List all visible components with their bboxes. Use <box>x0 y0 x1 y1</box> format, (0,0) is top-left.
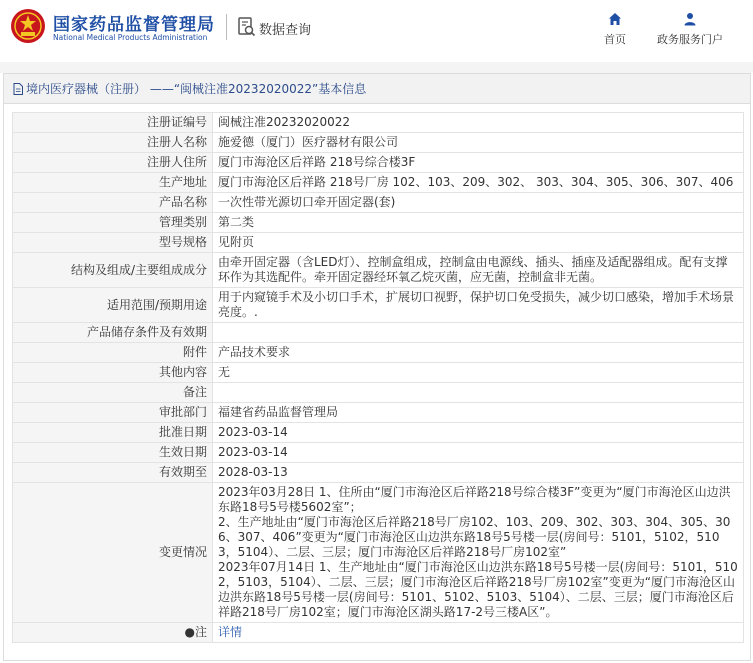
details-link[interactable]: 详情 <box>218 625 243 639</box>
field-value: 厦门市海沧区后祥路 218号厂房 102、103、209、302、 303、304、305、306、307、406 <box>213 173 744 193</box>
table-row <box>13 323 744 343</box>
field-label: 结构及组成/主要组成成分 <box>13 253 213 288</box>
table-row <box>13 483 744 623</box>
table-row <box>13 213 744 233</box>
header-gap <box>0 62 753 73</box>
field-label: 注册人住所 <box>13 153 213 173</box>
field-value: 见附页 <box>213 233 744 253</box>
table-row <box>13 423 744 443</box>
table-row <box>13 403 744 423</box>
field-label: 附件 <box>13 343 213 363</box>
field-value: 2023-03-14 <box>213 423 744 443</box>
org-name-cn: 国家药品监督管理局 <box>53 15 215 35</box>
table-row <box>13 133 744 153</box>
field-value: 产品技术要求 <box>213 343 744 363</box>
table-row <box>13 193 744 213</box>
table-row <box>13 253 744 288</box>
table-row <box>13 343 744 363</box>
field-label: 批准日期 <box>13 423 213 443</box>
home-icon <box>608 12 622 26</box>
table-row <box>13 288 744 323</box>
field-value: 一次性带光源切口牵开固定器(套) <box>213 193 744 213</box>
nav-home[interactable] <box>598 12 632 47</box>
table-row <box>13 233 744 253</box>
field-label: 产品名称 <box>13 193 213 213</box>
field-value <box>213 383 744 403</box>
field-label: 生产地址 <box>13 173 213 193</box>
user-icon <box>683 12 697 26</box>
org-name-en: National Medical Products Administration <box>53 33 208 42</box>
field-label: 其他内容 <box>13 363 213 383</box>
field-label: 型号规格 <box>13 233 213 253</box>
field-label: 注册人名称 <box>13 133 213 153</box>
table-row <box>13 113 744 133</box>
table-row <box>13 463 744 483</box>
header-divider <box>226 14 227 40</box>
note-label: 注 <box>194 625 207 639</box>
note-value-cell <box>213 623 744 643</box>
field-value: 福建省药品监督管理局 <box>213 403 744 423</box>
site-header <box>0 0 753 62</box>
field-value: 由牵开固定器（含LED灯）、控制盒组成，控制盒由电源线、插头、插座及适配器组成。配有支撑环作为其选配件。牵开固定器经环氧乙烷灭菌，应无菌，控制盒非无菌。 <box>213 253 744 288</box>
table-row <box>13 363 744 383</box>
field-value: 厦门市海沧区后祥路 218号综合楼3F <box>213 153 744 173</box>
field-value: 第二类 <box>213 213 744 233</box>
table-row <box>13 623 744 643</box>
note-label-cell <box>13 623 213 643</box>
nav-home-label: 首页 <box>604 33 626 46</box>
data-query-label[interactable]: 数据查询 <box>259 23 312 38</box>
nav-gov-services-label: 政务服务门户 <box>657 33 723 46</box>
document-icon <box>13 83 23 95</box>
table-row <box>13 383 744 403</box>
field-label: 生效日期 <box>13 443 213 463</box>
field-value: 2028-03-13 <box>213 463 744 483</box>
field-label: 产品储存条件及有效期 <box>13 323 213 343</box>
field-label: 管理类别 <box>13 213 213 233</box>
detail-panel <box>3 73 751 661</box>
field-label: 变更情况 <box>13 483 213 623</box>
data-query-icon <box>238 17 256 37</box>
field-label: 注册证编号 <box>13 113 213 133</box>
field-label: 适用范围/预期用途 <box>13 288 213 323</box>
field-value: 用于内窥镜手术及小切口手术，扩展切口视野，保护切口免受损失，减少切口感染，增加手术场景亮度。. <box>213 288 744 323</box>
field-value: 闽械注准20232020022 <box>213 113 744 133</box>
field-value: 无 <box>213 363 744 383</box>
table-row <box>13 153 744 173</box>
table-row <box>13 173 744 193</box>
national-emblem-icon <box>10 8 46 44</box>
nav-gov-services[interactable] <box>652 12 728 47</box>
panel-title: 境内医疗器械（注册） ——“闽械注准20232020022”基本信息 <box>26 82 367 96</box>
pin-icon: ● <box>184 625 195 639</box>
table-row <box>13 443 744 463</box>
field-value: 2023-03-14 <box>213 443 744 463</box>
field-value: 施爱德（厦门）医疗器材有限公司 <box>213 133 744 153</box>
field-label: 有效期至 <box>13 463 213 483</box>
info-table <box>12 112 744 643</box>
field-value <box>213 323 744 343</box>
panel-title-bar <box>4 74 750 104</box>
change-history-value: 2023年03月28日 1、住所由“厦门市海沧区后祥路218号综合楼3F”变更为“厦门市海沧区山边洪东路18号5号楼5602室”； 2、生产地址由“厦门市海沧区后祥路218号厂房102、103、209、302、303、304、305、306、307、406”变更为“厦门市海沧区山边洪东路18号5号楼一层(房间号：5101，5102，5103，5104）、二层、三层；厦门市海沧区后祥路218号厂房102室” 2023年07月14日 1、生产地址由“厦门市海沧区山边洪东路18号5号楼一层(房间号：5101，5102，5103，5104）、二层、三层；厦门市海沧区后祥路218号厂房102室”变更为“厦门市海沧区山边洪东路18号5号楼一层(房间号：5101、5102、5103、5104）、二层、三层；厦门市海沧区后祥路218号厂房102室；厦门市海沧区湖头路17-2号三楼A区”。 <box>213 483 744 623</box>
field-label: 备注 <box>13 383 213 403</box>
field-label: 审批部门 <box>13 403 213 423</box>
